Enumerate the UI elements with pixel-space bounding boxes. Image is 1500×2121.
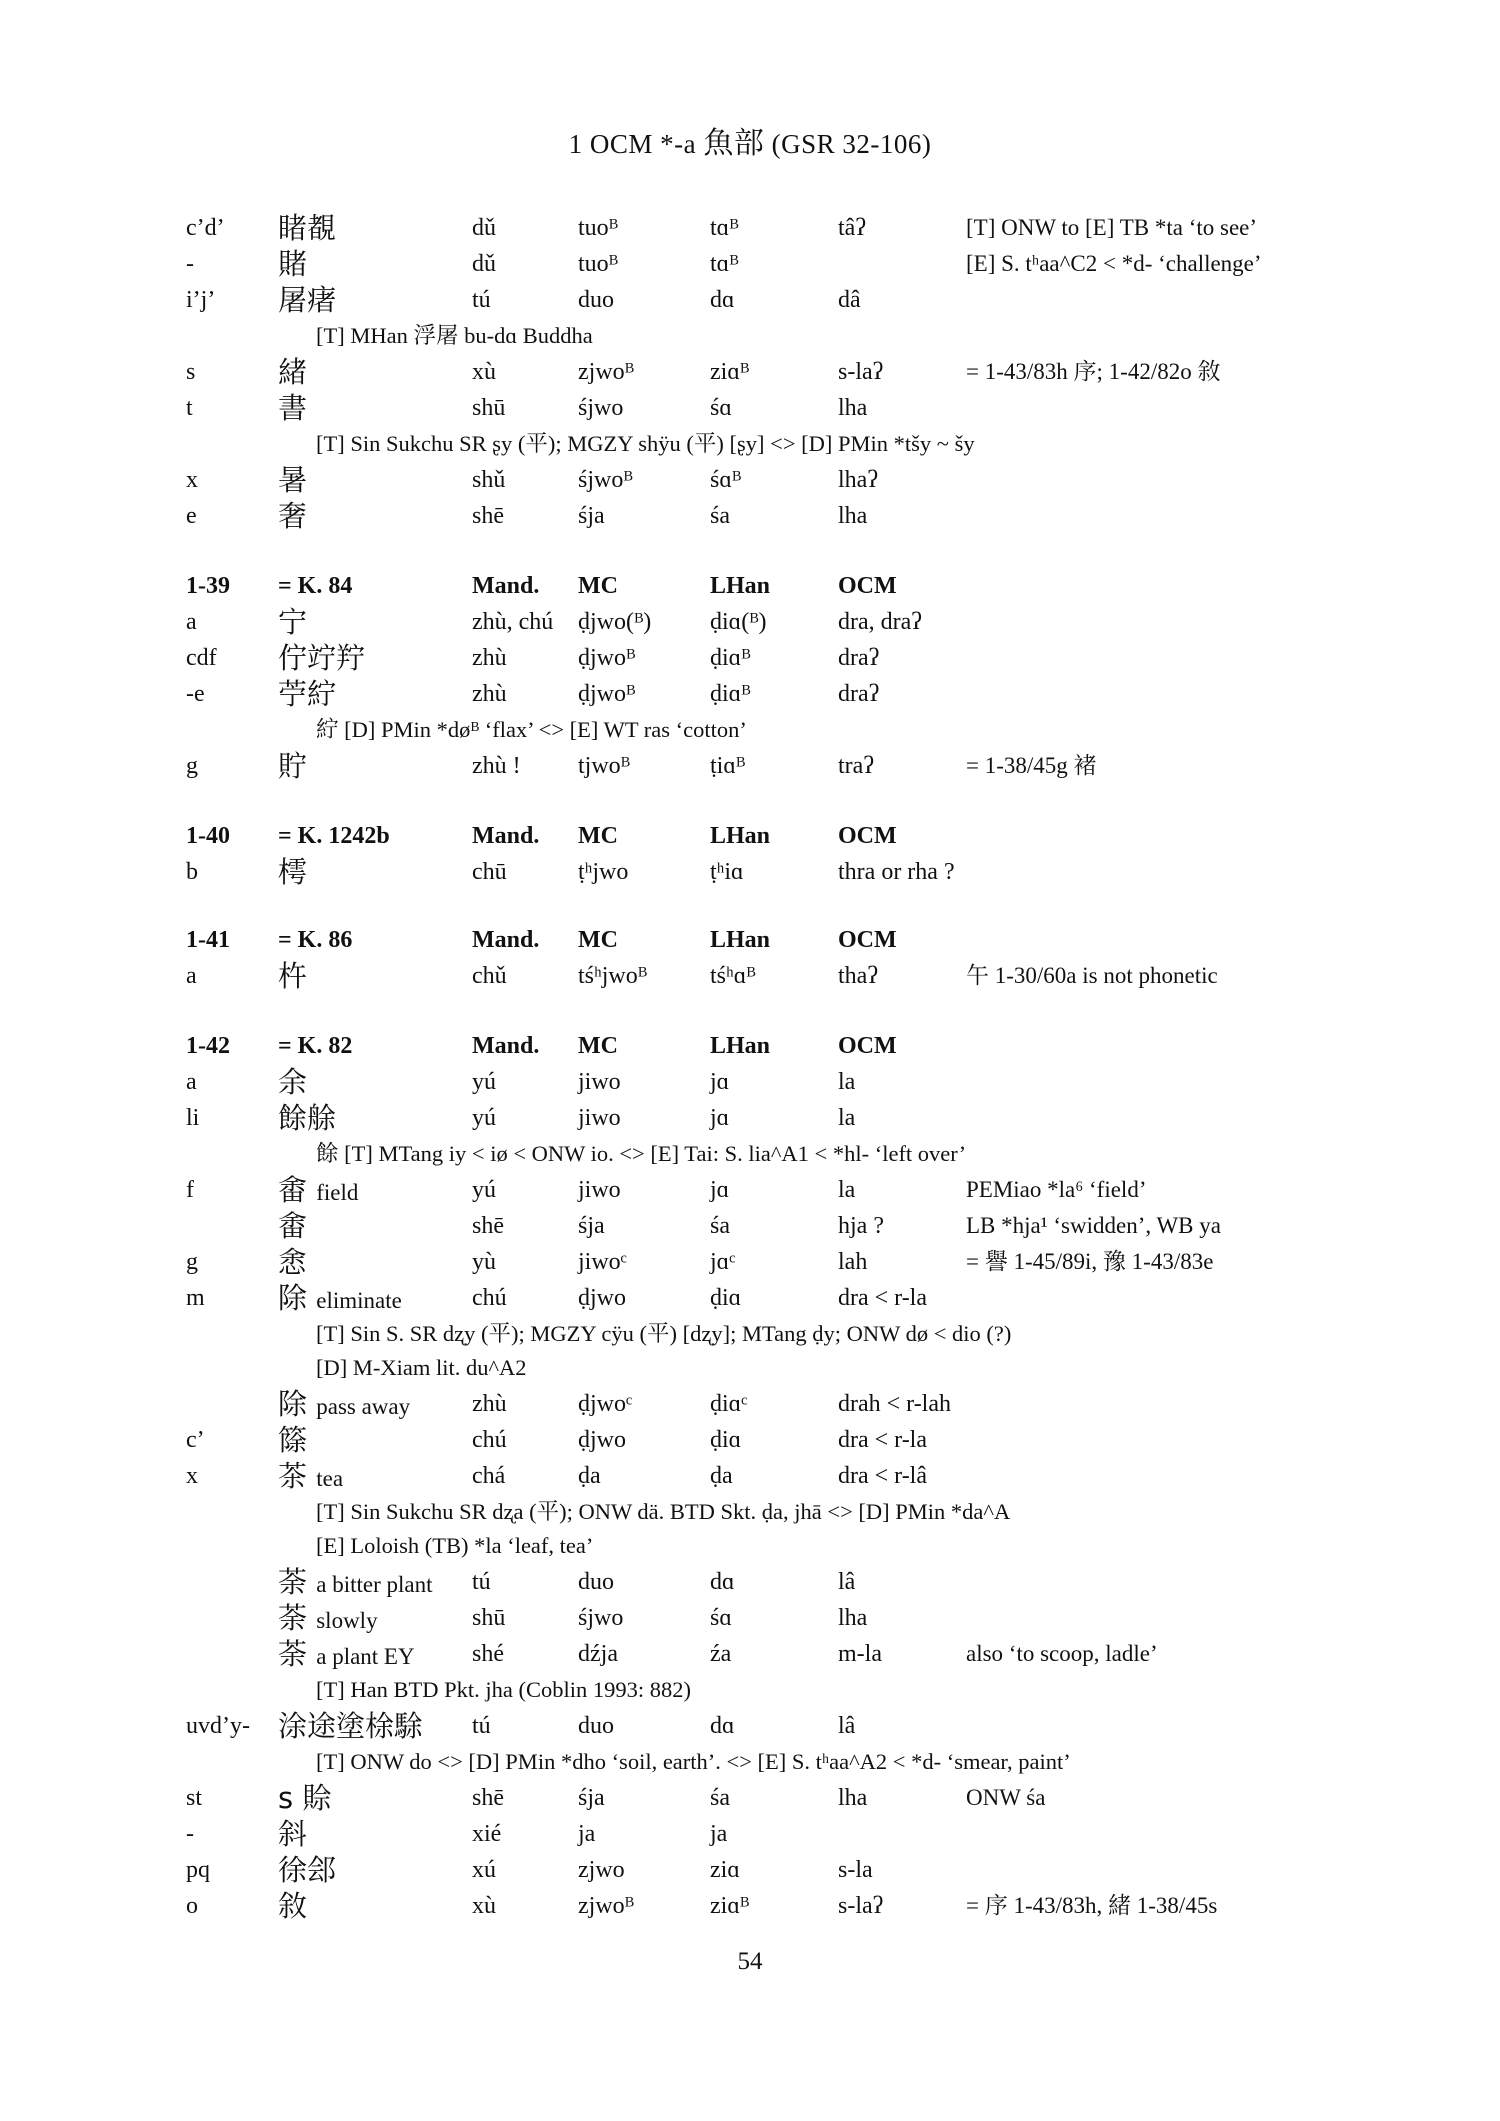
entry-row: [0, 246, 1500, 282]
entry-middle-chinese: tśʰjwoᴮ: [578, 963, 647, 989]
page-number: 54: [737, 1948, 763, 1975]
entry-row: [0, 1064, 1500, 1100]
entry-letter: a: [186, 1069, 197, 1095]
entry-ocm: thaʔ: [838, 963, 878, 989]
note-line: [0, 1494, 1500, 1530]
entry-later-han: śɑ: [710, 1605, 732, 1631]
note-text: [T] Sin S. SR dʐy (平); MGZY cÿu (平) [dʐy]; MTang ḍy; ONW dø < dio (?): [316, 1321, 1012, 1346]
entry-later-han: ḍiɑᶜ: [710, 1391, 748, 1417]
entry-gloss: a bitter plant: [316, 1572, 433, 1597]
entry-mandarin: zhù: [472, 681, 507, 707]
entry-ocm: lâ: [838, 1569, 856, 1595]
entry-mandarin: yù: [472, 1249, 496, 1275]
entry-letter: b: [186, 859, 198, 885]
entry-mandarin: Mand.: [472, 927, 540, 953]
entry-graph: 徐郐: [278, 1853, 337, 1887]
entry-ocm: s-la: [838, 1857, 873, 1883]
entry-graph: = K. 1242b: [278, 823, 390, 849]
note-line: [0, 1744, 1500, 1780]
entry-middle-chinese: jiwoᶜ: [578, 1249, 627, 1275]
entry-letter: s: [186, 359, 196, 385]
entry-later-han: jɑ: [710, 1069, 730, 1095]
note-text: 紵 [D] PMin *døᴮ ‘flax’ <> [E] WT ras ‘cotton’: [316, 717, 747, 742]
entry-gloss: a plant EY: [316, 1644, 415, 1669]
entry-mandarin: shē: [472, 1213, 504, 1239]
entry-later-han: LHan: [710, 927, 771, 953]
entry-ocm: m-la: [838, 1641, 882, 1667]
entry-row: [0, 854, 1500, 890]
entry-mandarin: zhù: [472, 1391, 507, 1417]
entry-middle-chinese: MC: [578, 1033, 618, 1059]
entry-graph: 荼 slowly: [278, 1601, 378, 1635]
entry-ocm: s-laʔ: [838, 359, 884, 385]
entry-middle-chinese: zjwo: [578, 1857, 625, 1883]
entry-row: [0, 1780, 1500, 1816]
entry-graph: 書: [278, 391, 308, 425]
entry-ocm: lha: [838, 503, 868, 529]
entry-later-han: jɑ: [710, 1105, 730, 1131]
entry-graph: = K. 86: [278, 927, 353, 953]
entry-middle-chinese: ḍjwoᴮ: [578, 645, 636, 671]
entry-letter: o: [186, 1893, 198, 1919]
entry-gloss: tea: [316, 1466, 344, 1491]
entry-middle-chinese: ḍa: [578, 1463, 601, 1489]
entry-row: [0, 604, 1500, 640]
entry-ocm: dra < r-la: [838, 1427, 928, 1453]
entry-ocm: la: [838, 1069, 856, 1095]
entry-later-han: śɑ: [710, 395, 732, 421]
entry-mandarin: Mand.: [472, 1033, 540, 1059]
entry-later-han: ṭʰiɑ: [710, 859, 744, 885]
entry-later-han: ziɑ: [710, 1857, 740, 1883]
note-line: [0, 426, 1500, 462]
entry-middle-chinese: zjwoᴮ: [578, 359, 634, 385]
note-line: [0, 1350, 1500, 1386]
entry-graph: 畬 field: [278, 1173, 359, 1207]
note-line: [0, 1528, 1500, 1564]
header-title-hanzi: 魚部: [703, 126, 765, 161]
entry-row: [0, 1386, 1500, 1422]
entry-graph: 涂途塗梌駼: [278, 1709, 424, 1743]
entry-graph: 苧紵: [278, 677, 337, 711]
entry-mandarin: chá: [472, 1463, 506, 1489]
entry-mandarin: xù: [472, 1893, 496, 1919]
note-text: [T] Sin Sukchu SR ʂy (平); MGZY shÿu (平) [ʂy] <> [D] PMin *tšy ~ šy: [316, 431, 975, 456]
entry-graph: 奢: [278, 499, 308, 533]
entry-later-han: ḍiɑ(ᴮ): [710, 609, 767, 635]
entry-middle-chinese: tuoᴮ: [578, 215, 618, 241]
entry-comment: ONW śa: [966, 1785, 1046, 1810]
entry-row: [0, 498, 1500, 534]
entry-graph: 除 pass away: [278, 1387, 411, 1421]
entry-mandarin: shē: [472, 503, 504, 529]
entry-letter: e: [186, 503, 197, 529]
header-title-left: 1 OCM *-a: [568, 129, 697, 159]
entry-letter: a: [186, 609, 197, 635]
entry-row: [0, 748, 1500, 784]
note-line: [0, 318, 1500, 354]
entry-gloss: field: [316, 1180, 359, 1205]
entry-letter: -: [186, 251, 194, 277]
entry-later-han: śa: [710, 1213, 730, 1239]
entry-comment: 午 1-30/60a is not phonetic: [966, 963, 1218, 988]
entry-later-han: ḍiɑ: [710, 1427, 742, 1453]
entry-mandarin: zhù !: [472, 753, 521, 779]
entry-comment: LB *hja¹ ‘swidden’, WB ya: [966, 1213, 1221, 1238]
entry-comment: PEMiao *la⁶ ‘field’: [966, 1177, 1147, 1202]
entry-later-han: LHan: [710, 823, 771, 849]
entry-ocm: dra < r-lâ: [838, 1463, 928, 1489]
entry-ocm: hja ?: [838, 1213, 884, 1239]
entry-ocm: OCM: [838, 927, 897, 953]
entry-letter: li: [186, 1105, 200, 1131]
entry-graph: 荼 a bitter plant: [278, 1565, 433, 1599]
entry-ocm: lâ: [838, 1713, 856, 1739]
entry-comment: = 1-43/83h 序; 1-42/82o 敘: [966, 359, 1221, 384]
entry-middle-chinese: MC: [578, 927, 618, 953]
entry-comment: = 譽 1-45/89i, 豫 1-43/83e: [966, 1249, 1214, 1274]
entry-middle-chinese: ja: [578, 1821, 596, 1847]
entry-row: [0, 390, 1500, 426]
entry-middle-chinese: ḍjwo(ᴮ): [578, 609, 652, 635]
entry-graph: 篨: [278, 1423, 308, 1457]
entry-later-han: ḍiɑᴮ: [710, 645, 751, 671]
entry-row: [0, 676, 1500, 712]
entry-middle-chinese: jiwo: [578, 1177, 621, 1203]
entry-later-han: ḍa: [710, 1463, 733, 1489]
entry-letter: t: [186, 395, 193, 421]
entry-letter: 1-40: [186, 823, 230, 849]
entry-mandarin: tú: [472, 1569, 491, 1595]
entry-later-han: tśʰɑᴮ: [710, 963, 756, 989]
entry-letter: 1-39: [186, 573, 230, 599]
entry-letter: x: [186, 467, 198, 493]
entry-comment: also ‘to scoop, ladle’: [966, 1641, 1158, 1666]
entry-row: [0, 1244, 1500, 1280]
entry-graph: 茶 tea: [278, 1459, 344, 1493]
entry-later-han: ḍiɑ: [710, 1285, 742, 1311]
note-text: [E] Loloish (TB) *la ‘leaf, tea’: [316, 1533, 594, 1558]
entry-row: [0, 1280, 1500, 1316]
entry-mandarin: tú: [472, 287, 491, 313]
entry-middle-chinese: duo: [578, 287, 614, 313]
entry-middle-chinese: ḍjwo: [578, 1427, 626, 1453]
entry-later-han: ḍiɑᴮ: [710, 681, 751, 707]
entry-ocm: dâ: [838, 287, 861, 313]
entry-letter: g: [186, 753, 198, 779]
entry-mandarin: xù: [472, 359, 496, 385]
entry-graph: 杵: [278, 959, 308, 993]
entry-letter: 1-42: [186, 1033, 230, 1059]
entry-row: [0, 1100, 1500, 1136]
entry-mandarin: yú: [472, 1069, 496, 1095]
entry-ocm: draʔ: [838, 645, 880, 671]
entry-graph: 斜: [278, 1817, 308, 1851]
entry-graph: 餘艅: [278, 1101, 337, 1135]
entry-ocm: la: [838, 1105, 856, 1131]
entry-ocm: dra < r-la: [838, 1285, 928, 1311]
entry-ocm: la: [838, 1177, 856, 1203]
entry-later-han: dɑ: [710, 1713, 735, 1739]
entry-letter: -: [186, 1821, 194, 1847]
entry-later-han: źa: [710, 1641, 732, 1667]
entry-mandarin: shū: [472, 395, 506, 421]
entry-later-han: dɑ: [710, 287, 735, 313]
entry-row: [0, 1208, 1500, 1244]
note-text: [D] M-Xiam lit. du^A2: [316, 1355, 527, 1380]
entry-graph: 悆: [278, 1245, 308, 1279]
entry-ocm: tâʔ: [838, 215, 866, 241]
entry-row: [0, 1422, 1500, 1458]
entry-mandarin: zhù, chú: [472, 609, 554, 635]
entry-mandarin: chú: [472, 1285, 507, 1311]
entry-graph: 畬: [278, 1209, 308, 1243]
entry-letter: cdf: [186, 645, 217, 671]
entry-later-han: jɑᶜ: [710, 1249, 736, 1275]
entry-mandarin: xú: [472, 1857, 496, 1883]
entry-middle-chinese: MC: [578, 823, 618, 849]
entry-graph: 貯: [278, 749, 308, 783]
entry-mandarin: zhù: [472, 645, 507, 671]
entry-middle-chinese: ḍjwoᴮ: [578, 681, 636, 707]
page-header: [0, 118, 1500, 162]
entry-ocm: draʔ: [838, 681, 880, 707]
series-header: [0, 568, 1500, 604]
entry-graph: s 賒: [278, 1781, 332, 1815]
entry-ocm: lha: [838, 1785, 868, 1811]
entry-ocm: lah: [838, 1249, 868, 1275]
entry-mandarin: shū: [472, 1605, 506, 1631]
series-header: [0, 1028, 1500, 1064]
entry-mandarin: xié: [472, 1821, 502, 1847]
entry-ocm: lhaʔ: [838, 467, 878, 493]
entry-mandarin: chū: [472, 859, 507, 885]
entry-mandarin: chú: [472, 1427, 507, 1453]
entry-ocm: traʔ: [838, 753, 874, 779]
entry-later-han: ṭiɑᴮ: [710, 753, 746, 779]
entry-row: [0, 1458, 1500, 1494]
entry-comment: = 序 1-43/83h, 緒 1-38/45s: [966, 1893, 1218, 1918]
note-line: [0, 1672, 1500, 1708]
entry-middle-chinese: tuoᴮ: [578, 251, 618, 277]
entry-gloss: eliminate: [316, 1288, 402, 1313]
entry-middle-chinese: ṭʰjwo: [578, 859, 629, 885]
entry-middle-chinese: śja: [578, 1785, 605, 1811]
entry-later-han: tɑᴮ: [710, 215, 739, 241]
entry-comment: [E] S. tʰaa^C2 < *d- ‘challenge’: [966, 251, 1262, 276]
entry-graph: 樗: [278, 855, 308, 889]
entry-middle-chinese: dźja: [578, 1641, 618, 1667]
note-line: [0, 712, 1500, 748]
entry-letter: m: [186, 1285, 205, 1311]
entry-middle-chinese: śja: [578, 1213, 605, 1239]
entry-mandarin: dǔ: [472, 251, 496, 277]
note-text: [T] Sin Sukchu SR dʐa (平); ONW dä. BTD Skt. ḍa, jhā <> [D] PMin *da^A: [316, 1499, 1011, 1524]
entry-row: [0, 462, 1500, 498]
entry-graph: 敘: [278, 1889, 308, 1923]
entry-later-han: ziɑᴮ: [710, 359, 750, 385]
entry-mandarin: shē: [472, 1785, 504, 1811]
entry-later-han: LHan: [710, 1033, 771, 1059]
entry-row: [0, 1708, 1500, 1744]
entry-middle-chinese: śjwo: [578, 395, 624, 421]
series-header: [0, 922, 1500, 958]
entry-middle-chinese: śja: [578, 503, 605, 529]
entry-letter: f: [186, 1177, 194, 1203]
entry-letter: c’d’: [186, 215, 225, 241]
entry-row: [0, 640, 1500, 676]
entry-middle-chinese: śjwo: [578, 1605, 624, 1631]
entry-ocm: OCM: [838, 823, 897, 849]
entry-letter: st: [186, 1785, 203, 1811]
entry-row: [0, 958, 1500, 994]
entry-row: [0, 210, 1500, 246]
entry-letter: g: [186, 1249, 198, 1275]
entry-later-han: śɑᴮ: [710, 467, 742, 493]
entry-letter: x: [186, 1463, 198, 1489]
entry-mandarin: Mand.: [472, 823, 540, 849]
entry-row: [0, 354, 1500, 390]
entry-middle-chinese: MC: [578, 573, 618, 599]
entry-letter: -e: [186, 681, 205, 707]
entry-later-han: dɑ: [710, 1569, 735, 1595]
entry-comment: = 1-38/45g 褚: [966, 753, 1097, 778]
note-text: [T] MHan 浮屠 bu-dɑ Buddha: [316, 323, 593, 348]
entry-ocm: drah < r-lah: [838, 1391, 952, 1417]
entry-mandarin: dǔ: [472, 215, 496, 241]
entry-mandarin: shé: [472, 1641, 504, 1667]
note-text: [T] Han BTD Pkt. jha (Coblin 1993: 882): [316, 1677, 691, 1702]
entry-ocm: thra or rha ?: [838, 859, 955, 885]
entry-row: [0, 1852, 1500, 1888]
entry-ocm: OCM: [838, 573, 897, 599]
entry-later-han: ziɑᴮ: [710, 1893, 750, 1919]
entry-middle-chinese: ḍjwoᶜ: [578, 1391, 633, 1417]
entry-letter: 1-41: [186, 927, 230, 953]
entry-mandarin: chǔ: [472, 963, 507, 989]
entry-graph: = K. 82: [278, 1033, 353, 1059]
entry-ocm: lha: [838, 1605, 868, 1631]
entry-row: [0, 282, 1500, 318]
entry-ocm: lha: [838, 395, 868, 421]
series-header: [0, 818, 1500, 854]
entry-graph: 暑: [278, 463, 308, 497]
entry-middle-chinese: tjwoᴮ: [578, 753, 630, 779]
entry-graph: 緒: [278, 355, 308, 389]
entry-graph: 佇竚羜: [278, 641, 366, 675]
entry-later-han: LHan: [710, 573, 771, 599]
entry-middle-chinese: jiwo: [578, 1105, 621, 1131]
note-text: 餘 [T] MTang iy < iø < ONW io. <> [E] Tai: S. lia^A1 < *hl- ‘left over’: [316, 1141, 967, 1166]
note-text: [T] ONW do <> [D] PMin *dho ‘soil, earth’. <> [E] S. tʰaa^A2 < *d- ‘smear, paint’: [316, 1749, 1071, 1774]
entry-mandarin: shǔ: [472, 467, 506, 493]
entry-row: [0, 1172, 1500, 1208]
entry-gloss: pass away: [316, 1394, 411, 1419]
entry-middle-chinese: śjwoᴮ: [578, 467, 633, 493]
entry-graph: 宁: [278, 605, 308, 639]
entry-row: [0, 1600, 1500, 1636]
note-line: [0, 1316, 1500, 1352]
entry-graph: 賭: [278, 247, 308, 281]
entry-graph: = K. 84: [278, 573, 353, 599]
note-line: [0, 1136, 1500, 1172]
entry-middle-chinese: duo: [578, 1569, 614, 1595]
entry-ocm: dra, draʔ: [838, 609, 922, 635]
entry-ocm: OCM: [838, 1033, 897, 1059]
entry-middle-chinese: zjwoᴮ: [578, 1893, 634, 1919]
entry-graph: 余: [278, 1065, 308, 1099]
entry-mandarin: tú: [472, 1713, 491, 1739]
header-title-right: (GSR 32-106): [771, 129, 932, 159]
entry-graph: 除 eliminate: [278, 1281, 402, 1315]
entry-letter: a: [186, 963, 197, 989]
entry-graph: 荼 a plant EY: [278, 1637, 415, 1671]
entry-graph: 睹覩: [278, 211, 337, 245]
entry-letter: c’: [186, 1427, 205, 1453]
entry-comment: [T] ONW to [E] TB *ta ‘to see’: [966, 215, 1258, 240]
entry-row: [0, 1564, 1500, 1600]
entry-row: [0, 1888, 1500, 1924]
entry-graph: 屠瘏: [278, 283, 337, 317]
entry-row: [0, 1816, 1500, 1852]
entry-later-han: tɑᴮ: [710, 251, 739, 277]
entry-middle-chinese: jiwo: [578, 1069, 621, 1095]
entry-later-han: ja: [710, 1821, 728, 1847]
entry-mandarin: Mand.: [472, 573, 540, 599]
entry-letter: uvd’y-: [186, 1713, 250, 1739]
entry-mandarin: yú: [472, 1177, 496, 1203]
entry-later-han: jɑ: [710, 1177, 730, 1203]
entry-gloss: slowly: [316, 1608, 378, 1633]
entry-mandarin: yú: [472, 1105, 496, 1131]
entry-middle-chinese: ḍjwo: [578, 1285, 626, 1311]
entry-row: [0, 1636, 1500, 1672]
entry-letter: pq: [186, 1857, 210, 1883]
entry-later-han: śa: [710, 1785, 730, 1811]
entry-later-han: śa: [710, 503, 730, 529]
entry-letter: i’j’: [186, 287, 216, 313]
entry-ocm: s-laʔ: [838, 1893, 884, 1919]
entry-middle-chinese: duo: [578, 1713, 614, 1739]
